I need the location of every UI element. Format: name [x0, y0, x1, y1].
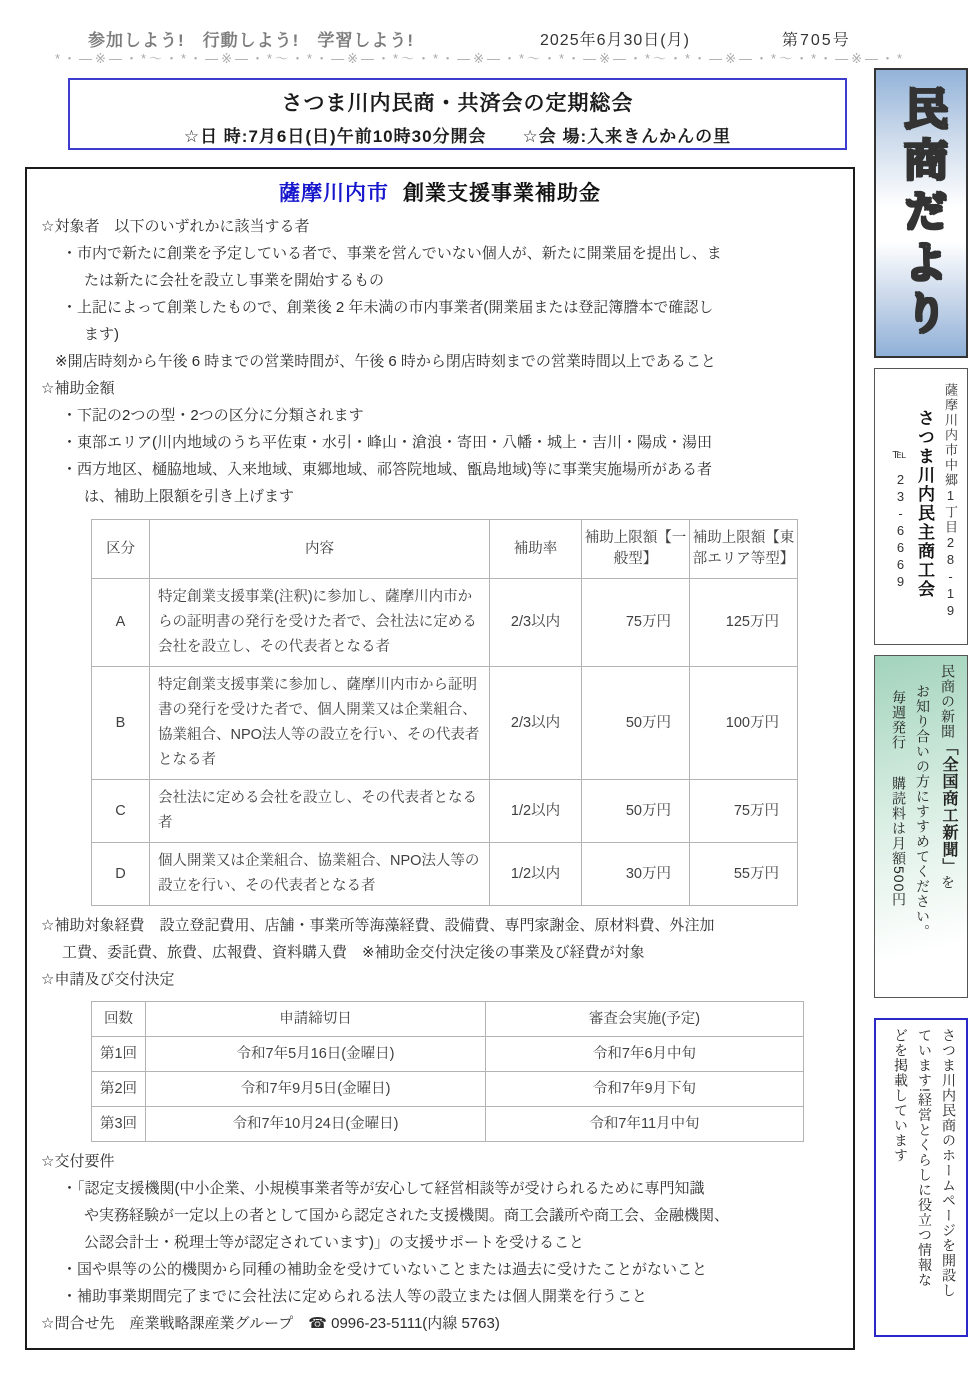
cell-description: 個人開業又は企業組合、協業組合、NPO法人等の設立を行い、その代表者となる者: [150, 843, 490, 906]
line-text: 公認会計士・税理士等が認定されています)」の支援サポートを受けること: [84, 1234, 584, 1251]
cell-review: 令和7年9月下旬: [486, 1072, 804, 1107]
line-text: ☆対象者 以下のいずれかに該当する者: [41, 218, 310, 235]
col-header-category: 区分: [92, 520, 150, 579]
cell-description: 特定創業支援事業に参加し、薩摩川内市から証明書の発行を受けた者で、個人開業又は企業組合、協業組合、NPO法人等の設立を行い、その代表者となる者: [150, 667, 490, 780]
tel-icon: ℡: [893, 447, 908, 464]
line-text: ☆問合せ先 産業戦略課産業グループ ☎ 0996-23-5111(内線 5763): [41, 1315, 500, 1332]
cell-category: D: [92, 843, 150, 906]
cell-review: 令和7年11月中旬: [486, 1107, 804, 1142]
subscribe-pre: 民商の新聞: [940, 664, 956, 739]
text-line: [39, 1229, 841, 1256]
line-text: ☆交付要件: [41, 1153, 115, 1170]
text-line: [39, 966, 841, 993]
text-line: [39, 348, 841, 375]
cell-deadline: 令和7年9月5日(金曜日): [146, 1072, 486, 1107]
text-line: [39, 1175, 841, 1202]
subscription-box: [874, 655, 968, 998]
col-header-cap-general: 補助上限額【一般型】: [582, 520, 690, 579]
text-line: [39, 1310, 841, 1337]
contact-phone-number: 23-6669: [893, 472, 908, 591]
col-header-cap-east: 補助上限額【東部エリア等型】: [690, 520, 798, 579]
cell-description: 特定創業支援事業(注釈)に参加し、薩摩川内市からの証明書の発行を受けた者で、会社法に定める会社を設立し、その代表者となる者: [150, 579, 490, 667]
cell-cap-east: 100万円: [690, 667, 798, 780]
text-line: [39, 321, 841, 348]
subsidy-table-row: [92, 579, 798, 667]
paper-name: 「全国商工新聞」: [940, 739, 957, 875]
line-text: ・「認定支援機関(中小企業、小規模事業者等が安心して経営相談等が受けられるために専門知識: [62, 1180, 705, 1197]
cell-cap-east: 55万円: [690, 843, 798, 906]
issue-number: 第705号: [782, 32, 851, 49]
meeting-notice-box: [68, 78, 847, 150]
subscribe-frequency: 毎週発行: [891, 690, 907, 750]
line-text: たは新たに会社を設立し事業を開始するもの: [84, 272, 385, 289]
line-text: ☆補助金額: [41, 380, 115, 397]
subscribe-price: 購読料は月額500円: [891, 776, 907, 908]
homepage-line1: さつま川内民商のホームページを開設し: [941, 1028, 957, 1298]
line-text: ・市内で新たに創業を予定している者で、事業を営んでいない個人が、新たに開業届を提出し、ま: [62, 245, 722, 262]
line-text: ・補助事業期間完了までに会社法に定められる法人等の設立または個人開業を行うこと: [62, 1288, 648, 1305]
text-line: [39, 267, 841, 294]
schedule-table-body: [92, 1037, 804, 1142]
cell-cap-east: 75万円: [690, 780, 798, 843]
subsidy-table-header-row: [92, 520, 798, 579]
subsidy-table-row: [92, 667, 798, 780]
text-line: [39, 1202, 841, 1229]
cell-round: 第3回: [92, 1107, 146, 1142]
line-text: ・東部エリア(川内地域のうち平佐東・水引・峰山・滄浪・寄田・八幡・城上・吉川・陽成・湯田: [62, 434, 712, 451]
cell-description: 会社法に定める会社を設立し、その代表者となる者: [150, 780, 490, 843]
line-text: ・上記によって創業したもので、創業後 2 年未満の市内事業者(開業届または登記簿謄本で確認し: [62, 299, 714, 316]
contact-name: さつま川内民主商工会: [915, 409, 934, 599]
text-line: [39, 240, 841, 267]
decorative-divider: *・—※—・*〜・*・—※—・*〜・*・—※—・*〜・*・—※—・*〜・*・—※—・*〜・*・—※—・*〜・*・—※—・*: [55, 51, 906, 66]
text-line: [39, 1256, 841, 1283]
subsidy-table: [91, 519, 798, 906]
line-text: ☆申請及び交付決定: [41, 971, 175, 988]
cell-cap-general: 75万円: [582, 579, 690, 667]
text-line: [39, 429, 841, 456]
schedule-table-row: [92, 1072, 804, 1107]
meeting-date-venue: ☆日 時:7月6日(日)午前10時30分開会 ☆会 場:入来きんかんの里: [183, 127, 732, 146]
contact-address: 薩摩川内市中郷1丁目28-19: [943, 383, 958, 620]
text-line: [39, 483, 841, 510]
text-line: [39, 939, 841, 966]
text-line: [39, 294, 841, 321]
line-text: ・西方地区、樋脇地域、入来地域、東郷地域、祁答院地域、甑島地域)等に事業実施場所がある者: [62, 461, 712, 478]
schedule-table: [91, 1001, 804, 1142]
article-title-city: 薩摩川内市: [279, 182, 389, 205]
text-line: [39, 1148, 841, 1175]
cell-cap-general: 50万円: [582, 667, 690, 780]
contact-box: [874, 368, 968, 645]
article-title: [39, 177, 841, 207]
intro-lines: [39, 213, 841, 510]
subscribe-post: を: [940, 875, 956, 890]
cell-rate: 1/2以内: [490, 780, 582, 843]
subsidy-table-row: [92, 843, 798, 906]
text-line: [39, 213, 841, 240]
cell-category: A: [92, 579, 150, 667]
cell-rate: 2/3以内: [490, 667, 582, 780]
text-line: [39, 375, 841, 402]
col-header-rate: 補助率: [490, 520, 582, 579]
line-text: ☆補助対象経費 設立登記費用、店舗・事業所等海藻経費、設備費、専門家謝金、原材料費、外注加: [41, 917, 715, 934]
cell-cap-general: 50万円: [582, 780, 690, 843]
line-text: ・国や県等の公的機関から同種の補助金を受けていないことまたは過去に受けたことがないこと: [62, 1261, 708, 1278]
line-text: ※開店時刻から午後 6 時までの営業時間が、午後 6 時から閉店時刻までの営業時間以上であること: [55, 353, 716, 370]
cell-round: 第1回: [92, 1037, 146, 1072]
schedule-table-header-row: [92, 1002, 804, 1037]
masthead-title: 民商だより: [897, 85, 946, 341]
subsidy-table-body: [92, 579, 798, 906]
cell-category: B: [92, 667, 150, 780]
masthead-box: [874, 68, 968, 358]
cell-deadline: 令和7年10月24日(金曜日): [146, 1107, 486, 1142]
cell-rate: 2/3以内: [490, 579, 582, 667]
cell-round: 第2回: [92, 1072, 146, 1107]
line-text: ・下記の2つの型・2つの区分に分類されます: [62, 407, 364, 424]
cell-cap-east: 125万円: [690, 579, 798, 667]
cell-review: 令和7年6月中旬: [486, 1037, 804, 1072]
article-title-text: 創業支援事業補助金: [403, 182, 601, 205]
meeting-title: さつま川内民商・共済会の定期総会: [281, 92, 634, 115]
text-line: [39, 456, 841, 483]
cell-deadline: 令和7年5月16日(金曜日): [146, 1037, 486, 1072]
text-line: [39, 402, 841, 429]
subsidy-table-row: [92, 780, 798, 843]
homepage-line3: どを掲載しています: [893, 1028, 909, 1163]
col-header-description: 内容: [150, 520, 490, 579]
homepage-box: [874, 1018, 968, 1337]
col-header-deadline: 申請締切日: [146, 1002, 486, 1037]
homepage-line2: ています!経営とくらしに役立つ情報な: [917, 1028, 933, 1288]
cell-rate: 1/2以内: [490, 843, 582, 906]
subscribe-line1: [937, 664, 960, 989]
line-text: ます): [84, 326, 119, 343]
cell-category: C: [92, 780, 150, 843]
header-slogans: 参加しよう! 行動しよう! 学習しよう!: [88, 31, 414, 50]
schedule-table-row: [92, 1037, 804, 1072]
text-line: [39, 912, 841, 939]
subsidy-article-box: [25, 167, 855, 1350]
text-line: [39, 1283, 841, 1310]
line-text: は、補助上限額を引き上げます: [84, 488, 295, 505]
subscribe-line2: お知り合いの方にすすめてください。: [915, 684, 931, 939]
col-header-round: 回数: [92, 1002, 146, 1037]
cell-cap-general: 30万円: [582, 843, 690, 906]
col-header-review: 審査会実施(予定): [486, 1002, 804, 1037]
line-text: や実務経験が一定以上の者として国から認定された支援機関。商工会議所や商工会、金融機関、: [84, 1207, 730, 1224]
expense-lines: [39, 912, 841, 993]
line-text: 工費、委託費、旅費、広報費、資料購入費 ※補助金交付決定後の事業及び経費が対象: [62, 944, 645, 961]
requirement-lines: [39, 1148, 841, 1337]
subscribe-line3: [889, 664, 909, 989]
schedule-table-row: [92, 1107, 804, 1142]
contact-phone: [893, 375, 908, 638]
issue-date: 2025年6月30日(月): [540, 32, 690, 49]
